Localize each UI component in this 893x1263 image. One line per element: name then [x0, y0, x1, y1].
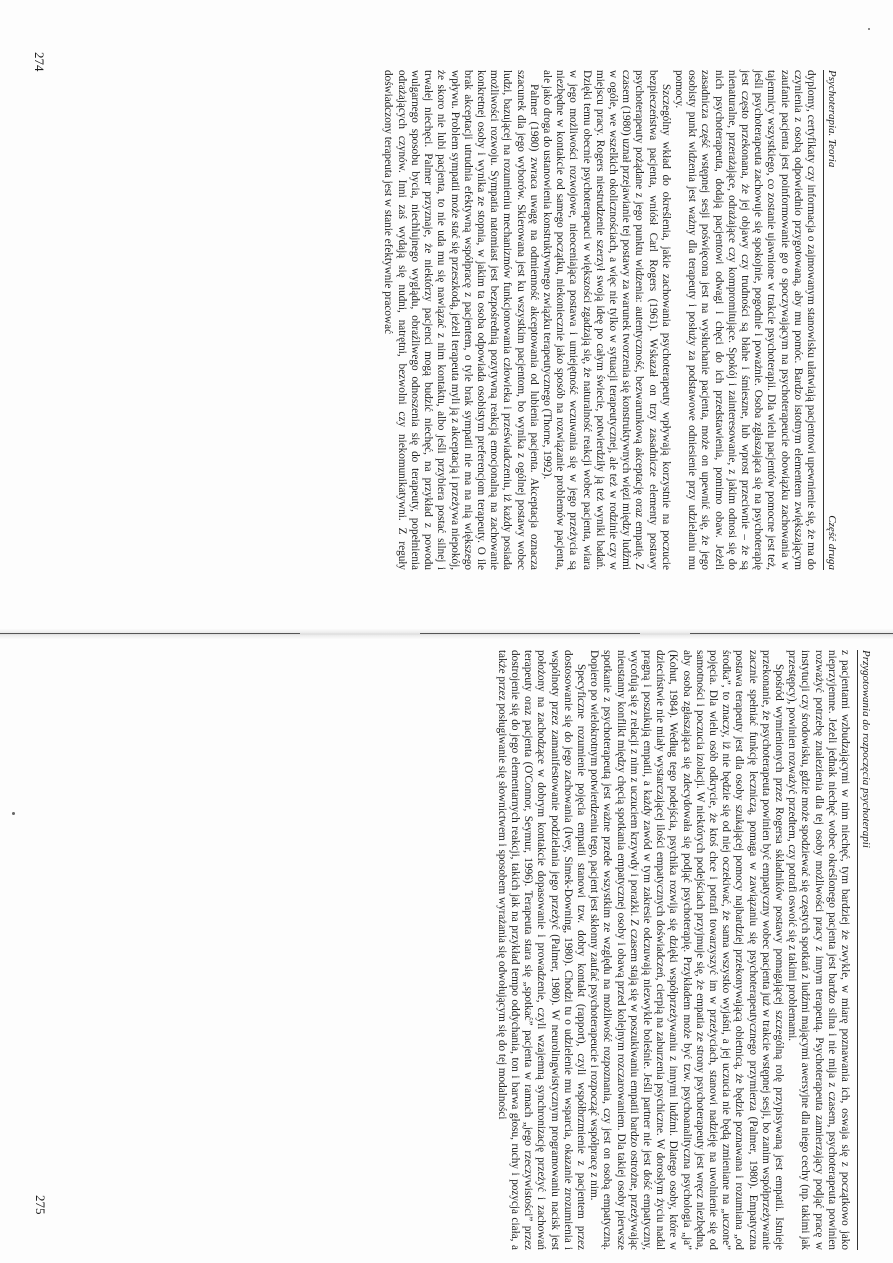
- gutter-line: [420, 633, 640, 634]
- right-page-text-block: [172, 650, 872, 1250]
- paragraph: Spośród wymienionych przez Rogersa składników postawy pomagającej szczególną rolę przypisywaną jest empatii. Istnieje przekonanie, że psychoterapeuta powinien być empatyczny wobec pacjenta już w trakcie wstępnej sesji, bo zanim współprzeżywanie zacznie spełniać funkcję leczniczą, pomaga w zawiązaniu się psychoterapeutycznego przymierza (Palmer, 1980). Empatyczna postawa terapeuty jest dla osoby szukającej pomocy najbardziej przekonywającą obietnicą, że będzie poznawana i rozumiana „od środka”, to znaczy, iż nie będzie się od niej oczekiwać, że sama wszystko wyjaśni, a jej uczucia nie będą zmieniane na „uczone” pojęcia. Dla wielu osób odkrycie, że ktoś chce i potrafi towarzyszyć im w przeżyciach, stanowi nadzieję na uwolnienie się od samotności i poczucia izolacji. W niektórych podejściach przyjmuje się, że empatia ze strony psychoterapeuty jest wręcz niezbędna, aby osoba zgłaszająca się zdecydowała się podjąć psychoterapię. Przykładem może być tzw. psychoanalityczna psychologia „ja” (Kohut, 1984). Według tego podejścia, psychika rozwija się dzięki współprzeżywaniu z innymi ludźmi. Dlatego osoby, które w dzieciństwie nie miały wystarczającej ilości empatycznych doświadczeń, cierpią na zaburzenia psychiczne. W dorosłym życiu nadal pragną i poszukują empatii, a każdy zawód w tym zakresie odczuwają niezwykle boleśnie. Jeśli partner nie jest dość empatyczny, wycofują się z relacji z nim z uczuciem krzywdy i porażki. Z czasem stają się w poszukiwaniu empatii bardzo ostrożne, przeżywając nieustanny konflikt między chęcią spotkania empatycznej osoby i obawą przed kolejnym rozczarowaniem. Dla takiej osoby pierwsze spotkanie z psychoterapeutą jest ważne przede wszystkim ze względu na możliwość rozpoznania, czy jest on osobą empatyczną. Dopiero po wielokrotnym potwierdzeniu tego, pacjent jest skłonny zaufać psychoterapeucie i rozpocząć współpracę z nim.: [588, 650, 785, 1250]
- running-header-title: Przygotowania do rozpoczęcia psychoterapii: [860, 650, 872, 848]
- gutter-line: [0, 633, 300, 634]
- paragraph: Specyficzne rozumienie pojęcia empatii stanowi tzw. dobry kontakt (rapport), czyli współbrzmienie z pacjentem przez dostosowanie się do jego zachowania (Ivey, Simek-Downing, 1980). Chodzi tu o udzielenie mu wsparcia, okazanie zrozumienia i wspólnoty przez zamanifestowanie podzielania jego przeżyć (Palmer, 1980). W neurolingwistycznym programowaniu nacisk jest położony na zachodzące w dobrym kontakcie dopasowanie i prowadzenie, czyli wzajemną synchronizację przeżyć i zachowań terapeuty oraz pacjenta (O'Connor, Seymur, 1996). Terapeuta stara się „spotkać” pacjenta w ramach „jego rzeczywistości” przez dostrojenie się do jego elementarnych reakcji, takich jak na przykład tempo oddychania, ton i barwa głosu, ruchy i pozycja ciała, a także przez posługiwanie się słownictwem i sposobem wyrażania się odwołującym się do tej modalności: [495, 650, 587, 1250]
- scan-speck: [12, 812, 15, 815]
- page-number: 275: [33, 1195, 48, 1215]
- gutter-line: [690, 633, 893, 634]
- paragraph: z pacjentami wzbudzającymi w nim niechęć, tym bardziej że zwykle, w miarę poznawania ich, oswaja się z początkowo jako nieprzyjemne. Jeżeli jednak niechęć wobec określonego pacjenta jest bardzo silna i nie mija z czasem, psychoterapeuta powinien rozważyć potrzebę znalezienia dla tej osoby możliwości pracy z innym terapeutą. Psychoterapeuta zamierzający podjąć pracę w instytucji czy środowisku, gdzie może spodziewać się częstych spotkań z ludźmi mającymi awersyjne dla niego cechy (np. takimi jak przestępcy), powinien rozważyć przedtem, czy potrafi oswoić się z takimi problemami.: [786, 650, 851, 1250]
- paragraph: dyplomy, certyfikaty czy informacja o zajmowanym stanowisku ułatwiają pacjentowi upewnienie się, że ma do czynienia z osobą odpowiednio przygotowaną, aby mu pomóc. Bardzo istotnym elementem zwiększającym zaufanie pacjenta jest poinformowanie go o spoczywającym na psychoterapeucie obowiązku zachowania w tajemnicy wszystkiego, co zostanie ujawnione w trakcie psychoterapii. Dla wielu pacjentów pomocne jest też, jeśli psychoterapeuta zachowuje się spokojnie, pogodnie i poważnie. Osoba zgłaszająca się na psychoterapię jest często przekonana, że jej objawy czy trudności są błahe i śmieszne, lub wprost przeciwnie – że są nienaturalne, przerażające, odrażające czy kompromitujące. Spokój i zainteresowanie, z jakim odnosi się do nich psychoterapeuta, dodają pacjentowi odwagi i chęci do ich przedstawienia, pomimo obaw. Jeżeli zasadnicza część wstępnej sesji poświęcona jest na wysłuchanie pacjenta, może on upewnić się, że jego osobisty punkt widzenia jest ważny dla terapeuty i posłuży za podstawowe odniesienie przy udzielaniu mu pomocy.: [672, 70, 817, 570]
- left-page: [0, 0, 893, 628]
- running-header-part: Część druga: [826, 515, 838, 570]
- page-number: 274: [32, 52, 47, 72]
- running-header: [823, 70, 838, 570]
- running-header-title: Psychoterapia. Teoria: [826, 70, 838, 168]
- left-page-text-block: [166, 70, 838, 570]
- scan-speck: [868, 28, 870, 30]
- right-page: [0, 640, 893, 1263]
- book-gutter: [0, 628, 893, 640]
- paragraph: Palmer (1980) zwraca uwagę na odmienność akceptowania od lubienia pacjenta. Akceptacja oznacza szacunek dla jego wyborów. Skierowana jest ku wszystkim pacjentom, bo wynika z ogólnej postawy wobec ludzi, bazującej na rozumieniu mechanizmów funkcjonowania człowieka i przeświadczeniu, iż każdy posiada możliwości rozwoju. Sympatia natomiast jest bezpośrednią pozytywną reakcją emocjonalną na zachowanie konkretnej osoby i wynika ze stopnia, w jakim ta osoba odpowiada osobistym preferencjom terapeuty. O ile brak akceptacji utrudnia efektywną współpracę z pacjentem, o tyle brak sympatii nie ma na nią większego wpływu. Problem sympatii może stać się przeszkodą, jeżeli terapeuta myli ją z akceptacją i przeżywa niepokój, że skoro nie lubi pacjenta, to nie uda mu się nawiązać z nim kontaktu, albo jeśli przybiera postać silnej i trwałej niechęci. Palmer przyznaje, że niektórzy pacjenci mogą budzić niechęć, na przykład z powodu wulgarnego sposobu bycia, niechlujnego wyglądu, obraźliwego odnoszenia się do terapeuty, popełnienia odrażających czynów. Inni zaś wydają się nudni, natrętni, bezwolni czy niekomunikatywni. Z reguły doświadczony terapeuta jest w stanie efektywnie pracować: [382, 70, 540, 570]
- paragraph: Szczególny wkład do określenia, jakie zachowania psychoterapeuty wpływają korzystnie na poczucie bezpieczeństwa pacjenta, wniósł Carl Rogers (1961). Wskazał on trzy zasadnicze elementy postawy psychoterapeuty pożądane z jego punktu widzenia: autentyczność, bezwarunkową akceptację oraz empatię. Z czasem (1980) uznał przejawianie tej postawy za warunek tworzenia się konstruktywnych więzi między ludźmi w ogóle, we wszelkich okolicznościach, a więc nie tylko w sytuacji terapeutycznej, ale też w rodzinie czy w miejscu pracy. Rogers niestrudzenie szerzył swoją ideę po całym świecie, potwierdziły ją też wyniki badań. Dzięki temu obecnie psychoterapeuci w większości zgadzają się, że naturalność reakcji wobec pacjenta, wiara w jego możliwości rozwojowe, nieoceniająca postawa i umiejętność wczuwania się w jego przeżycia są niezbędne w kontakcie od samego początku, niekoniecznie jako sposób na rozwiązanie problemów pacjenta, ale jako droga do ustanowienia konstruktywnego związku terapeutycznego (Thorne, 1992).: [540, 70, 672, 570]
- running-header: [857, 650, 872, 1250]
